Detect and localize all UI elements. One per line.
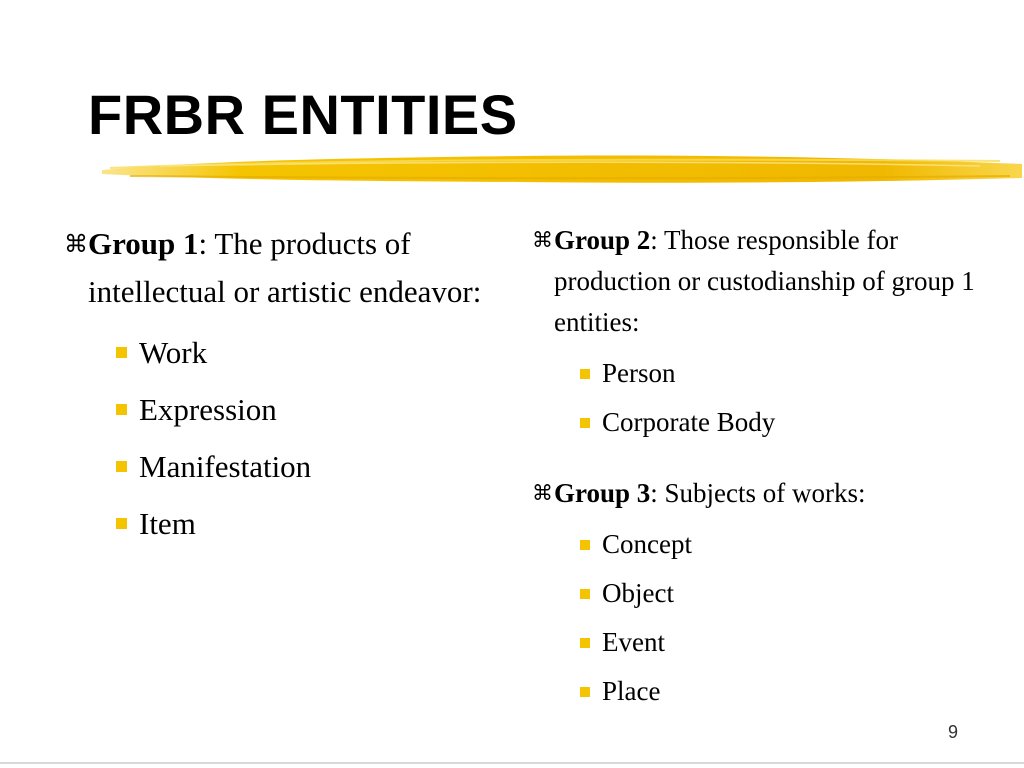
list-item-label: Place: [602, 676, 661, 706]
list-item: [580, 398, 992, 447]
group3-heading: [532, 473, 992, 514]
group1-list: [116, 324, 484, 552]
list-item-label: Person: [602, 358, 676, 388]
page-number: 9: [947, 722, 958, 742]
group1-heading: [64, 220, 484, 316]
square-bullet-icon: [116, 347, 127, 358]
command-symbol-icon: ⌘: [64, 230, 88, 258]
spacer: [532, 447, 992, 473]
group3-description: : Subjects of works:: [650, 478, 866, 508]
highlighter-underline: [100, 148, 1024, 188]
command-symbol-icon: ⌘: [532, 481, 553, 505]
list-item: [580, 520, 992, 569]
slide-title: FRBR ENTITIES: [88, 83, 518, 146]
group1-column: [64, 220, 484, 552]
group1-description: : The products of intellectual or artistic endeavor:: [88, 226, 482, 309]
group2-label: Group 2: [554, 225, 651, 255]
list-item: [580, 667, 992, 716]
bottom-divider: [0, 762, 1024, 764]
square-bullet-icon: [580, 540, 590, 550]
list-item: [580, 618, 992, 667]
group2-list: [580, 349, 992, 447]
command-symbol-icon: ⌘: [532, 228, 553, 252]
square-bullet-icon: [580, 638, 590, 648]
list-item: [116, 438, 484, 495]
list-item-label: Expression: [139, 392, 277, 427]
group1-label: Group 1: [88, 226, 199, 261]
list-item-label: Item: [139, 506, 196, 541]
group3-label: Group 3: [554, 478, 651, 508]
group2-heading: [532, 220, 992, 343]
square-bullet-icon: [580, 589, 590, 599]
square-bullet-icon: [580, 369, 590, 379]
group3-list: [580, 520, 992, 716]
group2-description: : Those responsible for production or custodianship of group 1 entities:: [554, 225, 975, 337]
list-item: [580, 569, 992, 618]
list-item: [116, 324, 484, 381]
square-bullet-icon: [116, 404, 127, 415]
list-item-label: Concept: [602, 529, 692, 559]
square-bullet-icon: [116, 461, 127, 472]
list-item-label: Work: [139, 335, 208, 370]
list-item-label: Object: [602, 578, 674, 608]
square-bullet-icon: [580, 418, 590, 428]
list-item: [116, 381, 484, 438]
list-item-label: Manifestation: [139, 449, 312, 484]
square-bullet-icon: [116, 518, 127, 529]
list-item-label: Event: [602, 627, 665, 657]
groups-2-3-column: [532, 220, 992, 716]
list-item-label: Corporate Body: [602, 407, 776, 437]
list-item: [580, 349, 992, 398]
square-bullet-icon: [580, 687, 590, 697]
list-item: [116, 495, 484, 552]
